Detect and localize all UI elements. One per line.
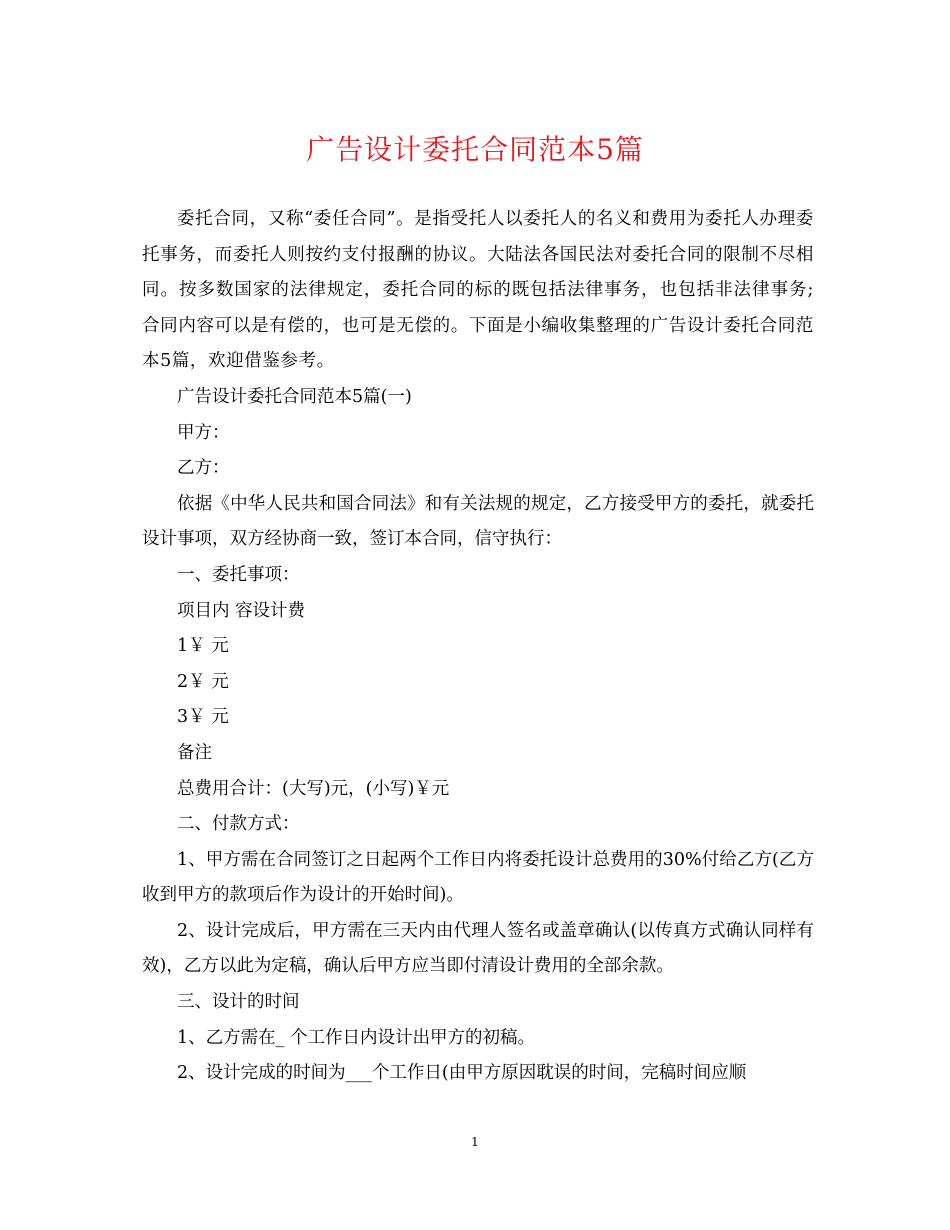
remarks-line: 备注 [177,742,212,763]
basis-paragraph: 依据《中华人民共和国合同法》和有关法规的规定，乙方接受甲方的委托，就委托设计事项，双方经协商一致，签订本合同，信守执行： [142,493,814,550]
clause-heading: 三、设计的时间 [177,992,300,1013]
document-body [142,202,814,1092]
fee-line: 2￥ 元 [177,671,229,692]
payment-clause: 1、甲方需在合同签订之日起两个工作日内将委托设计总费用的30%付给乙方(乙方收到甲方的款项后作为设计的开始时间)。 [142,849,814,906]
timeline-clause: 2、设计完成的时间为___个工作日(由甲方原因耽误的时间，完稿时间应顺 [177,1063,747,1084]
party-a-line: 甲方： [177,422,230,443]
total-fee-line: 总费用合计：(大写)元，(小写)￥元 [177,778,450,799]
fee-line: 1￥ 元 [177,636,229,657]
timeline-clause: 1、乙方需在_ 个工作日内设计出甲方的初稿。 [177,1027,535,1048]
intro-paragraph: 委托合同，又称“委任合同”。是指受托人以委托人的名义和费用为委托人办理委托事务，而委托人则按约支付报酬的协议。大陆法各国民法对委托合同的限制不尽相同。按多数国家的法律规定，委托合同的标的既包括法律事务，也包括非法律事务;合同内容可以是有偿的，也可是无偿的。下面是小编收集整理的广告设计委托合同范本5篇，欢迎借鉴参考。 [142,209,814,372]
payment-clause: 2、设计完成后，甲方需在三天内由代理人签名或盖章确认(以传真方式确认同样有效)，乙方以此为定稿，确认后甲方应当即付清设计费用的全部余款。 [142,920,814,977]
clause-heading: 二、付款方式： [177,814,300,835]
clause-heading: 一、委托事项： [177,564,300,585]
fee-table-header: 项目内 容设计费 [177,600,306,621]
document-title: 广告设计委托合同范本5篇 [306,133,644,166]
section-heading: 广告设计委托合同范本5篇(一) [177,386,412,407]
party-b-line: 乙方： [177,458,230,479]
fee-line: 3￥ 元 [177,707,229,728]
page-number: 1 [471,1135,479,1149]
